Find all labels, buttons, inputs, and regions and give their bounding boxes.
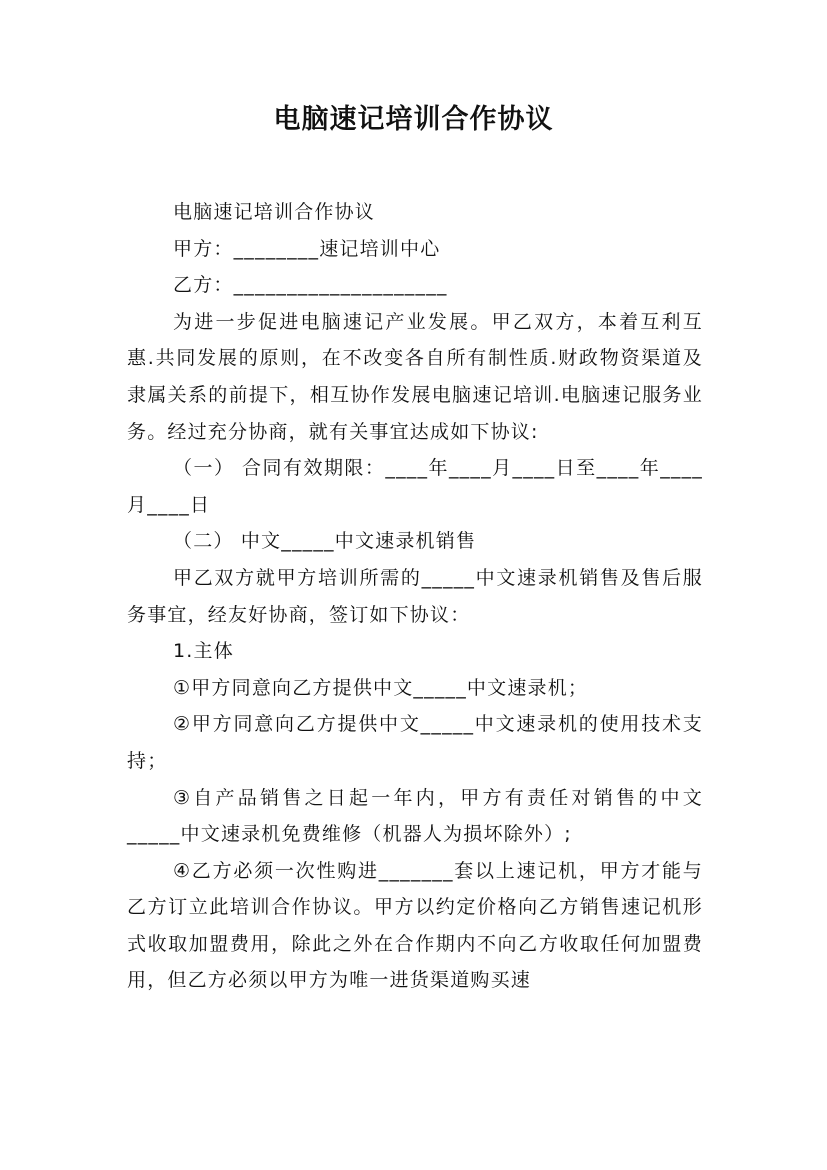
document-body [127, 194, 703, 999]
paragraph-item-2: ②甲方同意向乙方提供中文_____中文速录机的使用技术支持； [127, 713, 703, 772]
paragraph-party-b: 乙方：____________________ [173, 274, 448, 297]
paragraph-heading: 电脑速记培训合作协议 [173, 201, 376, 223]
paragraph-preamble: 为进一步促进电脑速记产业发展。甲乙双方，本着互利互惠.共同发展的原则，在不改变各自所有制性质.财政物资渠道及隶属关系的前提下，相互协作发展电脑速记培训.电脑速记服务业务。经过充分协商，就有关事宜达成如下协议: [127, 310, 703, 443]
paragraph-subject: 1.主体 [173, 640, 234, 663]
paragraph-agreement-intro: 甲乙双方就甲方培训所需的_____中文速录机销售及售后服务事宜，经友好协商，签订如下协议： [127, 566, 703, 626]
paragraph-item-4: ④乙方必须一次性购进_______套以上速记机，甲方才能与乙方订立此培训合作协议。甲方以约定价格向乙方销售速记机形式收取加盟费用，除此之外在合作期内不向乙方收取任何加盟费用，但乙方必须以甲方为唯一进货渠道购买速 [127, 859, 703, 992]
paragraph-item-3: ③自产品销售之日起一年内，甲方有责任对销售的中文_____中文速录机免费维修（机器人为损坏除外）; [127, 786, 703, 846]
paragraph-party-a: 甲方：________速记培训中心 [173, 237, 441, 260]
paragraph-section-two: （二） 中文_____中文速录机销售 [173, 530, 477, 553]
paragraph-item-1: ①甲方同意向乙方提供中文_____中文速录机； [173, 676, 589, 699]
document-title: 电脑速记培训合作协议 [273, 104, 554, 135]
paragraph-term: （一） 合同有效期限：____年____月____日至____年____月____日 [127, 457, 703, 516]
